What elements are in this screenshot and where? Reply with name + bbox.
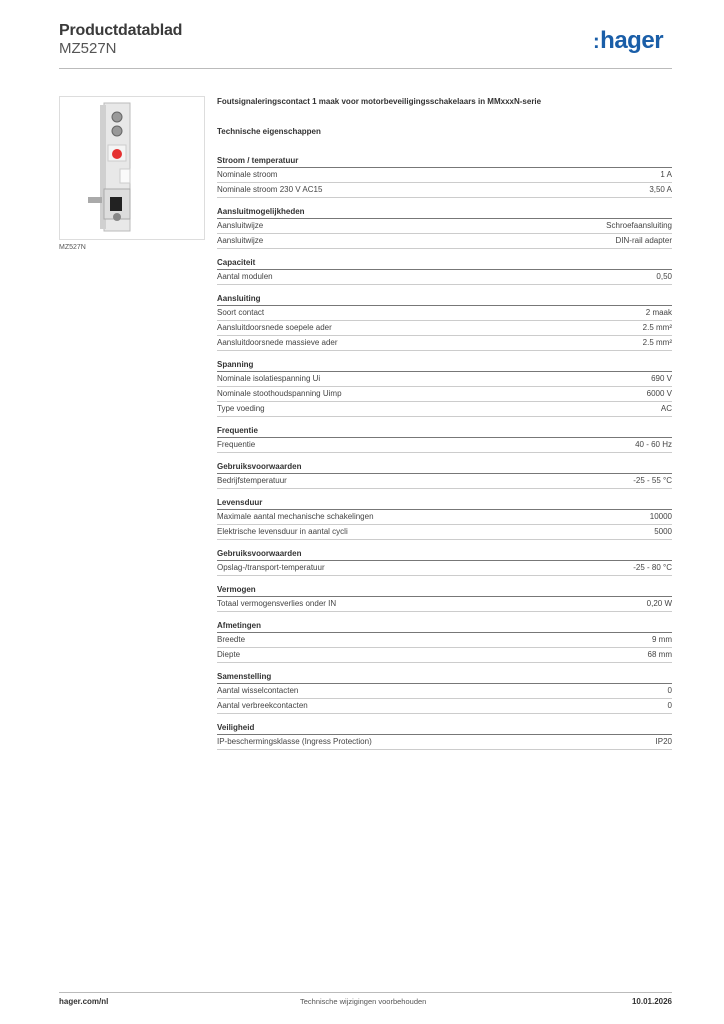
spec-section [217,155,672,198]
spec-section [217,293,672,351]
spec-label: Bedrijfstemperatuur [217,476,287,485]
spec-row [217,168,672,183]
tech-heading: Technische eigenschappen [217,127,321,136]
spec-row [217,402,672,417]
section-title: Afmetingen [217,620,672,633]
spec-value: 0,20 W [646,599,672,608]
spec-label: Soort contact [217,308,265,317]
spec-label: IP-beschermingsklasse (Ingress Protection) [217,737,372,746]
section-title: Gebruiksvoorwaarden [217,461,672,474]
spec-value: 2.5 mm² [642,323,672,332]
spec-label: Aansluitdoorsnede massieve ader [217,338,338,347]
spec-row [217,561,672,576]
spec-value: 6000 V [646,389,672,398]
section-title: Capaciteit [217,257,672,270]
spec-label: Aansluitwijze [217,236,264,245]
spec-value: 9 mm [652,635,672,644]
product-description: Foutsignaleringscontact 1 maak voor motorbeveiligingsschakelaars in MMxxxN-serie [217,97,542,106]
spec-label: Aantal wisselcontacten [217,686,299,695]
spec-value: 3,50 A [649,185,672,194]
section-title: Frequentie [217,425,672,438]
spec-row [217,525,672,540]
spec-label: Totaal vermogensverlies onder IN [217,599,337,608]
section-title: Spanning [217,359,672,372]
spec-section [217,722,672,750]
product-photo [59,96,205,240]
section-title: Veiligheid [217,722,672,735]
product-code: MZ527N [59,40,117,57]
section-title: Vermogen [217,584,672,597]
section-title: Aansluitmogelijkheden [217,206,672,219]
spec-value: 0 [667,686,672,695]
spec-row [217,597,672,612]
spec-row [217,183,672,198]
footer-disclaimer: Technische wijzigingen voorbehouden [300,997,427,1006]
spec-sections [217,155,672,750]
spec-label: Aantal modulen [217,272,273,281]
spec-value: AC [660,404,672,413]
header-title: Productdatablad [59,22,183,39]
spec-label: Nominale stroom 230 V AC15 [217,185,323,194]
spec-label: Aansluitwijze [217,221,264,230]
spec-value: 2.5 mm² [642,338,672,347]
spec-label: Aantal verbreekcontacten [217,701,308,710]
spec-row [217,735,672,750]
brand-name: hager [600,27,664,54]
section-title: Levensduur [217,497,672,510]
section-title: Gebruiksvoorwaarden [217,548,672,561]
spec-row [217,684,672,699]
spec-label: Opslag-/transport-temperatuur [217,563,325,572]
spec-section [217,584,672,612]
section-title: Aansluiting [217,293,672,306]
spec-label: Aansluitdoorsnede soepele ader [217,323,332,332]
spec-value: 68 mm [647,650,672,659]
spec-value: 5000 [654,527,672,536]
spec-label: Nominale stoothoudspanning Uimp [217,389,342,398]
spec-value: 1 A [660,170,672,179]
spec-row [217,372,672,387]
section-title: Samenstelling [217,671,672,684]
spec-row [217,438,672,453]
spec-label: Nominale stroom [217,170,278,179]
spec-section [217,548,672,576]
footer-website[interactable]: hager.com/nl [59,997,109,1006]
spec-value: IP20 [655,737,672,746]
spec-section [217,497,672,540]
spec-row [217,510,672,525]
spec-section [217,257,672,285]
spec-value: 2 maak [645,308,672,317]
spec-value: 0 [667,701,672,710]
spec-value: -25 - 80 °C [633,563,672,572]
spec-label: Elektrische levensduur in aantal cycli [217,527,348,536]
spec-value: 10000 [649,512,672,521]
footer-date: 10.01.2026 [631,997,672,1006]
spec-row [217,306,672,321]
spec-label: Breedte [217,635,246,644]
spec-section [217,206,672,249]
spec-value: 40 - 60 Hz [635,440,672,449]
spec-label: Nominale isolatiespanning Ui [217,374,321,383]
spec-row [217,474,672,489]
hager-logo: :hager [593,27,664,54]
spec-row [217,219,672,234]
spec-label: Frequentie [217,440,256,449]
spec-row [217,234,672,249]
spec-row [217,321,672,336]
footer-divider [59,992,672,993]
spec-section [217,425,672,453]
spec-section [217,461,672,489]
spec-main [217,97,672,758]
spec-value: DIN-rail adapter [615,236,672,245]
spec-row [217,387,672,402]
spec-label: Maximale aantal mechanische schakelingen [217,512,374,521]
spec-row [217,336,672,351]
spec-value: Schroefaansluiting [606,221,672,230]
spec-row [217,633,672,648]
spec-label: Diepte [217,650,241,659]
spec-label: Type voeding [217,404,265,413]
section-title: Stroom / temperatuur [217,155,672,168]
spec-section [217,671,672,714]
spec-row [217,648,672,663]
spec-value: 690 V [651,374,672,383]
spec-row [217,270,672,285]
spec-section [217,620,672,663]
spec-section [217,359,672,417]
spec-value: -25 - 55 °C [633,476,672,485]
header-divider [59,68,672,69]
photo-caption: MZ527N [59,244,86,251]
spec-value: 0,50 [656,272,672,281]
spec-row [217,699,672,714]
